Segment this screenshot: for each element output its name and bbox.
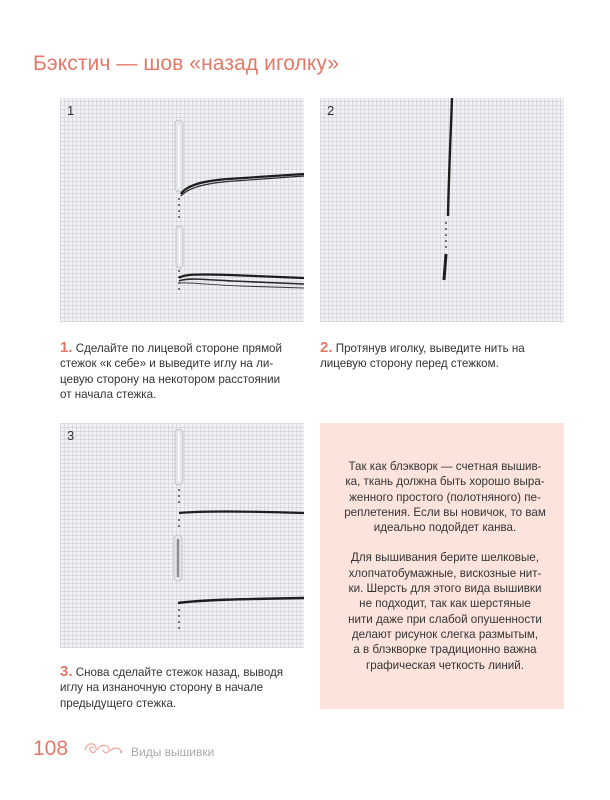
caption-line: предыдущего стежка. — [60, 696, 177, 710]
tip-line: женного простого (полотняного) пе- — [349, 490, 541, 504]
tip-line: нити даже при слабой опушенности — [348, 612, 542, 626]
step-1-photo — [60, 98, 304, 322]
page-title: Бэкстич — шов «назад иголку» — [33, 52, 340, 75]
tip-line: не подходит, так как шерстяные — [359, 597, 531, 611]
tip-line: идеально подойдет канва. — [373, 521, 517, 535]
swirl-ornament-icon — [83, 740, 123, 761]
step-3-caption-number: 3. — [60, 663, 73, 680]
caption-line: лицевую сторону перед стежком. — [320, 357, 499, 371]
caption-line: Протянув иголку, выведите нить на — [335, 342, 525, 355]
tip-line: ки. Шерсть для этого вида вышивки — [348, 582, 542, 596]
step-1-number: 1 — [67, 103, 75, 118]
caption-line: Снова сделайте стежок назад, выводя — [75, 666, 284, 679]
caption-line: от начала стежка. — [60, 387, 157, 401]
step-2-illustration — [320, 98, 564, 322]
step-3-photo — [60, 423, 304, 648]
tip-line: графическая четкость линий. — [366, 658, 524, 672]
caption-line: цевую сторону на некотором расстоянии — [60, 372, 281, 386]
step-3-illustration — [60, 423, 304, 648]
step-2-caption-number: 2. — [320, 339, 333, 356]
step-3-number: 3 — [67, 428, 75, 443]
caption-line: стежок «к себе» и выведите иглу на ли- — [60, 357, 274, 371]
step-1-caption-number: 1. — [60, 339, 73, 356]
tip-line: Так как блэкворк — счетная вышив- — [348, 460, 542, 473]
tip-line: а в блэкворке традиционно важна — [353, 643, 537, 657]
section-name: Виды вышивки — [131, 745, 215, 759]
tip-line: ка, ткань должна быть хорошо выра- — [345, 475, 545, 489]
step-1-illustration — [60, 98, 304, 322]
step-2-caption — [320, 340, 570, 372]
caption-line: Сделайте по лицевой стороне прямой — [75, 342, 282, 355]
tip-paragraph-2 — [334, 550, 556, 672]
tip-line: реплетения. Если вы новичок, то вам — [344, 505, 546, 519]
step-2-photo — [320, 98, 564, 322]
tip-paragraph-1 — [334, 459, 556, 535]
step-2-number: 2 — [327, 103, 335, 118]
tip-line: Для вышивания берите шелковые, — [351, 551, 539, 565]
thread-icon — [179, 512, 304, 514]
tip-line: делают рисунок слегка размытым, — [351, 627, 539, 641]
page-number: 108 — [33, 737, 69, 760]
thread-icon — [448, 98, 452, 216]
tip-box — [320, 423, 564, 709]
caption-line: иглу на изнаночную сторону в начале — [60, 681, 264, 695]
tip-text — [334, 459, 556, 688]
step-3-caption — [60, 664, 310, 711]
step-1-caption — [60, 340, 310, 402]
tip-line: хлопчатобумажные, вискозные нит- — [348, 566, 542, 580]
